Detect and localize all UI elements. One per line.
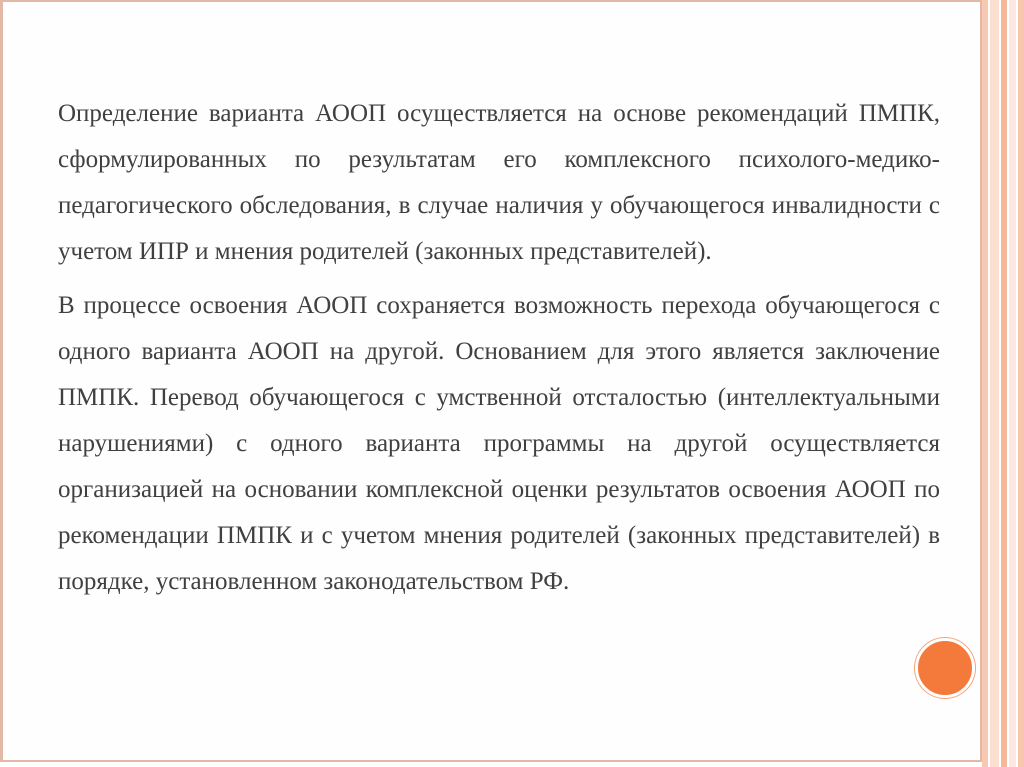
slide-body — [58, 91, 940, 605]
stripe — [1009, 0, 1016, 767]
stripe — [982, 0, 988, 767]
stripe — [1018, 0, 1024, 767]
paragraph-aoop-transition: В процессе освоения АООП сохраняется возможность перехода обучающегося с одного варианта АООП на другой. Основанием для этого является заключение ПМПК. Перевод обучающегося с умственной отсталостью (интеллектуальными нарушениями) с одного варианта программы на другой осуществляется организацией на основании комплексной оценки результатов освоения АООП по рекомендации ПМПК и с учетом мнения родителей (законных представителей) в порядке, установленном законодательством РФ. — [58, 292, 940, 595]
decorative-stripes — [982, 0, 1024, 767]
stripe — [990, 0, 999, 767]
orange-dot-decoration — [915, 638, 975, 698]
stripe — [1001, 0, 1007, 767]
paragraph-aoop-definition: Определение варианта АООП осуществляется на основе рекомендаций ПМПК, сформулированных по результатам его комплексного психолого-медико-педагогического обследования, в случае наличия у обучающегося инвалидности с учетом ИПР и мнения родителей (законных представителей). — [58, 100, 940, 265]
